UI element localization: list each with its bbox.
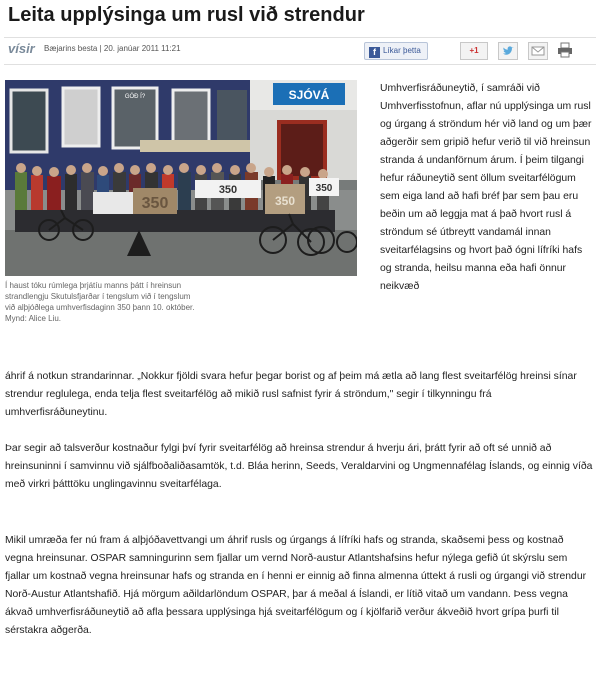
facebook-icon: f — [369, 47, 380, 58]
paragraph-2: Þar segir að talsverður kostnaður fylgi því fyrir sveitarfélög að hreinsa strendur á hverju ári, þrátt fyrir að oft sé unnið að hreinsuninni í samvinnu við sjálfboðaliðasamtök, t.d. Bláa herinn, Seeds, Veraldarvini og Ungmennafélag Íslands, og einnig víða með virkri þátttöku unglingavinnu sveitarfélaga. — [5, 443, 593, 490]
banner-350-center: 350 — [218, 184, 238, 196]
article-photo — [5, 80, 357, 276]
banner-350-far-right: 350 — [315, 183, 333, 194]
google-plus-button[interactable]: +1 — [460, 42, 488, 60]
article-meta: Bæjarins besta | 20. janúar 2011 11:21 — [44, 44, 181, 53]
paragraph-3: Mikil umræða fer nú fram á alþjóðavettvangi um áhrif rusls og úrgangs á lífríki hafs og stranda, skaðsemi þess og kostnað vegna hreinsunar. OSPAR samningurinn sem fjallar um vernd Norð-austur Atlantshafsins hefur nýlega gefið út skýrslu sem fjallar um kostnað vegna hreinsunar hafs og stranda en í henni er einnig að finna almenna úttekt á rusli og úrgangi við strendur Norð-Austur Atlantshafið. Hjá mörgum aðildarlöndum OSPAR, þar á meðal á Íslandi, er lítið vitað um vandann. Þess vegna ákvað umhverfisráðuneytið að afla þessara upplýsinga hjá sveitarfélögum og í kjölfarið verður ákveðið hvort grípa þurfi til sérstakra aðgerða. — [5, 535, 587, 636]
email-icon — [529, 43, 547, 59]
facebook-like-button[interactable] — [364, 42, 428, 60]
photo-caption: Í haust tóku rúmlega þrjátíu manns þátt í hreinsun strandlengju Skutulsfjarðar í tengslum við í tengslum við alþjóðlega umhverfisdaginn 350 þann 10. október. Mynd: Alice Liu. — [5, 281, 195, 323]
paragraph-1-right-column: Umhverfisráðuneytið, í samráði við Umhverfisstofnun, aflar nú upplýsinga um rusl og úrgang á ströndum hér við land og um þær aðgerðir sem gripið hefur verið til við hreinsun stranda á undanförnum árum. Í þeim tilgangi hefur ráðuneytið sent öllum sveitarfélögum sem eiga land að hafi bréf þar sem þau eru beðin um að leggja mat á það hvort rusl á ströndum sé útbreytt vandamál innan sveitarfélagsins og hvort það ógni lífríki hafs og stranda, heilsu manna eða hafi önnur neikvæð — [380, 83, 592, 292]
email-button[interactable] — [528, 42, 548, 60]
source-logo[interactable]: vísir — [8, 41, 35, 56]
twitter-icon — [499, 43, 517, 59]
article-meta-bar — [4, 37, 596, 65]
storefront-sign: SJÓVÁ — [288, 88, 330, 102]
banner-350-left: 350 — [141, 195, 169, 212]
twitter-button[interactable] — [498, 42, 518, 60]
shop-window-label: GÓÐ Í? — [124, 94, 146, 100]
print-button[interactable] — [556, 42, 574, 58]
banner-350-right: 350 — [274, 194, 296, 208]
print-icon — [556, 42, 574, 58]
like-label: Líkar þetta — [383, 46, 421, 55]
paragraph-1-continued: áhrif á notkun strandarinnar. „Nokkur fjöldi svara hefur þegar borist og af þeim má ætla að lang flest sveitarfélög hreinsi sínar strendur reglulega, enda telja flest sveitarfélög að mikið rusl safnist fyrir á ströndum," segir í tilkynningu frá umhverfisráðuneytinu. — [5, 371, 577, 418]
headline: Leita upplýsinga um rusl við strendur — [8, 4, 365, 26]
